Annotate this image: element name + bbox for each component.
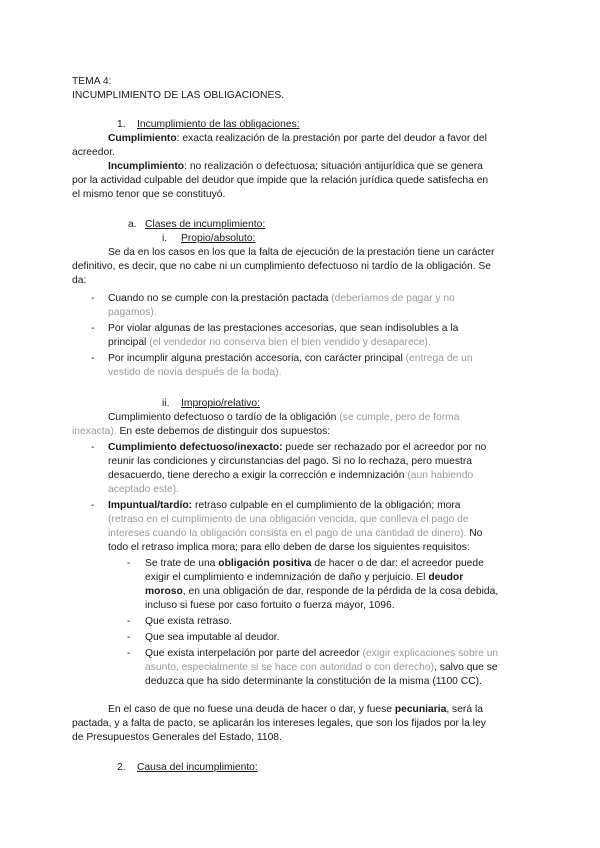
requisito-1-line-3: moroso, en una obligación de dar, responde de la pérdida de la cosa debida, <box>145 586 499 597</box>
requisito-1-line-4: incluso si fuese por caso fortuito o fuerza mayor, 1096. <box>145 600 395 611</box>
propio-text-2: definitivo, es decir, que no cabe ni un cumplimiento defectuoso ni tardío de la obligación. Se <box>72 261 492 272</box>
bullet-dash: - <box>91 323 95 334</box>
section-1-title: Incumplimiento de las obligaciones: <box>137 119 300 130</box>
requisito-4-line-2: asunto, especialmente si se hace con autoridad o con derecho), salvo que se <box>145 662 498 673</box>
subsection-ii-title: Impropio/relativo: <box>181 398 260 409</box>
tardio-line-3: intereses cuando la obligación consista en el pago de una cantidad de dinero). No <box>108 528 483 539</box>
bullet-dash: - <box>127 616 131 627</box>
bullet-dash: - <box>127 632 131 643</box>
propio-bullet-1-line-2: pagamos). <box>108 307 157 318</box>
incumplimiento-line-1 <box>108 160 483 173</box>
section-2-number: 2. <box>117 762 126 773</box>
requisito-3: Que sea imputable al deudor. <box>145 632 280 643</box>
bullet-dash: - <box>91 442 95 453</box>
impropio-text-2: inexacta). En este debemos de distinguir dos supuestos: <box>72 426 331 437</box>
cumplimiento-def: : exacta realización de la prestación por parte del deudor a favor del <box>176 133 487 144</box>
cumplimiento-line-1 <box>108 132 487 145</box>
defectuoso-line-3: desacuerdo, tiene derecho a exigir la corrección e indemnización (aun habiendo <box>108 470 474 481</box>
pecuniaria-line-3: de Presupuestos Generales del Estado, 1108. <box>72 732 282 743</box>
requisito-1-line-1: Se trate de una obligación positiva de hacer o de dar: el acreedor puede <box>145 558 484 569</box>
subsection-a-letter: a. <box>128 219 137 230</box>
requisito-4-line-1: Que exista interpelación por parte del acreedor (exigir explicaciones sobre un <box>145 648 499 659</box>
doc-tema: TEMA 4: <box>72 76 112 87</box>
defectuoso-line-4: aceptado este). <box>108 484 179 495</box>
propio-bullet-3-line-2: vestido de novia después de la boda). <box>108 367 282 378</box>
bullet-dash: - <box>127 648 131 659</box>
propio-bullet-3-line-1: Por incumplir alguna prestación accesoria, con carácter principal (entrega de un <box>108 353 473 364</box>
subsection-i-title: Propio/absoluto: <box>181 233 256 244</box>
defectuoso-line-2: reunir las condiciones y circunstancias del pago. Si no lo rechaza, pero muestra <box>108 456 473 467</box>
propio-text-3: da: <box>72 275 87 286</box>
incumplimiento-def: : no realización o defectuosa; situación antijurídica que se genera <box>184 161 483 172</box>
impropio-text-1: Cumplimiento defectuoso o tardío de la obligación (se cumple, pero de forma <box>108 412 460 423</box>
incumplimiento-line-3: el mismo tenor que se constituyó. <box>72 189 226 200</box>
bullet-dash: - <box>91 353 95 364</box>
bullet-dash: - <box>91 293 95 304</box>
propio-bullet-1-line-1: Cuando no se cumple con la prestación pactada (deberíamos de pagar y no <box>108 293 455 304</box>
propio-bullet-2-line-2: principal (el vendedor no conserva bien el bien vendido y desaparece). <box>108 337 431 348</box>
bullet-dash: - <box>127 558 131 569</box>
subsection-ii-number: ii. <box>162 398 170 409</box>
section-1-number: 1. <box>117 119 126 130</box>
incumplimiento-line-2: por la actividad culpable del deudor que impide que la relación jurídica quede satisfecha en <box>72 175 489 186</box>
tardio-line-2: (retraso en el cumplimiento de una obligación vencida, que conlleva el pago de <box>108 514 469 525</box>
tardio-line-1: Impuntual/tardío: retraso culpable en el cumplimiento de la obligación; mora <box>108 500 461 511</box>
pecuniaria-line-1: En el caso de que no fuese una deuda de hacer o dar, y fuese pecuniaria, será la <box>108 704 483 715</box>
pecuniaria-line-2: pactada, y a falta de pacto, se aplicarán los intereses legales, que son los fijados por la ley <box>72 718 486 729</box>
section-2-title: Causa del incumplimiento: <box>137 762 258 773</box>
requisito-1-line-2: exigir el cumplimiento e indemnización de daño y perjuicio. El deudor <box>145 572 464 583</box>
propio-text-1: Se da en los casos en los que la falta de ejecución de la prestación tiene un carácter <box>108 247 495 258</box>
cumplimiento-term: Cumplimiento <box>108 133 177 144</box>
cumplimiento-line-2: acreedor. <box>72 147 115 158</box>
defectuoso-line-1: Cumplimiento defectuoso/inexacto: puede ser rechazado por el acreedor por no <box>108 442 487 453</box>
subsection-i-number: i. <box>162 233 168 244</box>
doc-title: INCUMPLIMIENTO DE LAS OBLIGACIONES. <box>72 90 285 101</box>
tardio-line-4: todo el retraso implica mora; para ello deben de darse los siguientes requisitos: <box>108 542 470 553</box>
propio-bullet-2-line-1: Por violar algunas de las prestaciones accesorias, que sean indisolubles a la <box>108 323 459 334</box>
requisito-4-line-3: deduzca que ha sido determinante la constitución de la misma (1100 CC). <box>145 676 482 687</box>
subsection-a-title: Clases de incumplimiento: <box>145 219 266 230</box>
requisito-2: Que exista retraso. <box>145 616 232 627</box>
incumplimiento-term: Incumplimiento <box>108 161 185 172</box>
bullet-dash: - <box>91 500 95 511</box>
